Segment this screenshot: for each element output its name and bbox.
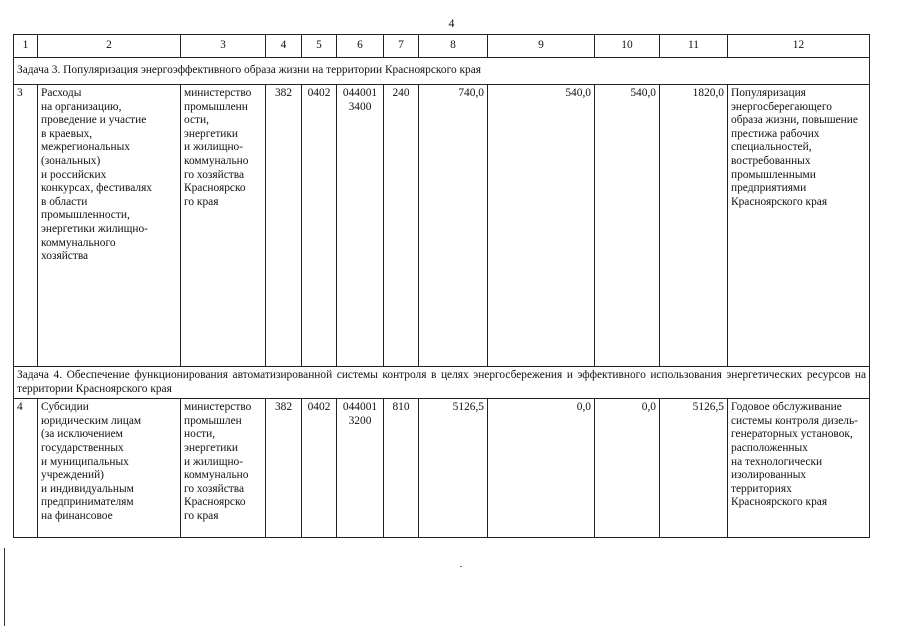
activity-name: Расходы на организацию, проведение и участие в краевых, межрегиональных (зональных) и российских конкурсах, фестивалях в области промышленности, энергетики жилищно- коммунального хозяйства <box>38 85 181 367</box>
table-row <box>14 85 870 367</box>
rzpr-code: 0402 <box>302 399 337 538</box>
amount-year-3: 540,0 <box>595 85 660 367</box>
column-header: 6 <box>337 35 384 58</box>
amount-year-1: 5126,5 <box>419 399 488 538</box>
csr-code: 044001 3200 <box>337 399 384 538</box>
vr-code: 810 <box>384 399 419 538</box>
program-activities-table <box>13 34 870 538</box>
column-header: 11 <box>660 35 728 58</box>
column-header: 5 <box>302 35 337 58</box>
amount-year-3: 0,0 <box>595 399 660 538</box>
page-number: 4 <box>448 16 455 30</box>
amount-year-2: 540,0 <box>488 85 595 367</box>
column-header: 4 <box>266 35 302 58</box>
table-row <box>14 399 870 538</box>
task-3-title: Задача 3. Популяризация энергоэффективного образа жизни на территории Красноярского края <box>14 58 870 85</box>
vr-code: 240 <box>384 85 419 367</box>
grbs-code: 382 <box>266 399 302 538</box>
column-header: 8 <box>419 35 488 58</box>
row-number: 4 <box>14 399 38 538</box>
amount-year-2: 0,0 <box>488 399 595 538</box>
task-4-row <box>14 367 870 399</box>
column-header: 9 <box>488 35 595 58</box>
grbs-code: 382 <box>266 85 302 367</box>
amount-year-1: 740,0 <box>419 85 488 367</box>
column-number-row <box>14 35 870 58</box>
task-4-title: Задача 4. Обеспечение функционирования автоматизированной системы контроля в целях энергосбережения и эффективного использования энергетических ресурсов на территории Красноярского края <box>14 367 870 399</box>
column-header: 3 <box>181 35 266 58</box>
executor: министерство промышленн ости, энергетики и жилищно- коммунально го хозяйства Красноярско го края <box>181 85 266 367</box>
task-3-row <box>14 58 870 85</box>
column-header: 2 <box>38 35 181 58</box>
activity-name: Субсидии юридическим лицам (за исключением государственных и муниципальных учреждений) и индивидуальным предпринимателям на финансовое <box>38 399 181 538</box>
expected-result: Годовое обслуживание системы контроля дизель- генераторных установок, расположенных на технологически изолированных территориях Красноярского края <box>728 399 870 538</box>
amount-total: 1820,0 <box>660 85 728 367</box>
column-header: 10 <box>595 35 660 58</box>
rzpr-code: 0402 <box>302 85 337 367</box>
expected-result: Популяризация энергосберегающего образа жизни, повышение престижа рабочих специальностей, востребованных промышленными предприятиями Красноярского края <box>728 85 870 367</box>
column-header: 12 <box>728 35 870 58</box>
executor: министерство промышлен ности, энергетики и жилищно- коммунально го хозяйства Красноярско го края <box>181 399 266 538</box>
column-header: 7 <box>384 35 419 58</box>
scan-speck <box>460 566 462 567</box>
scan-margin-line <box>4 548 5 626</box>
amount-total: 5126,5 <box>660 399 728 538</box>
column-header: 1 <box>14 35 38 58</box>
row-number: 3 <box>14 85 38 367</box>
csr-code: 044001 3400 <box>337 85 384 367</box>
